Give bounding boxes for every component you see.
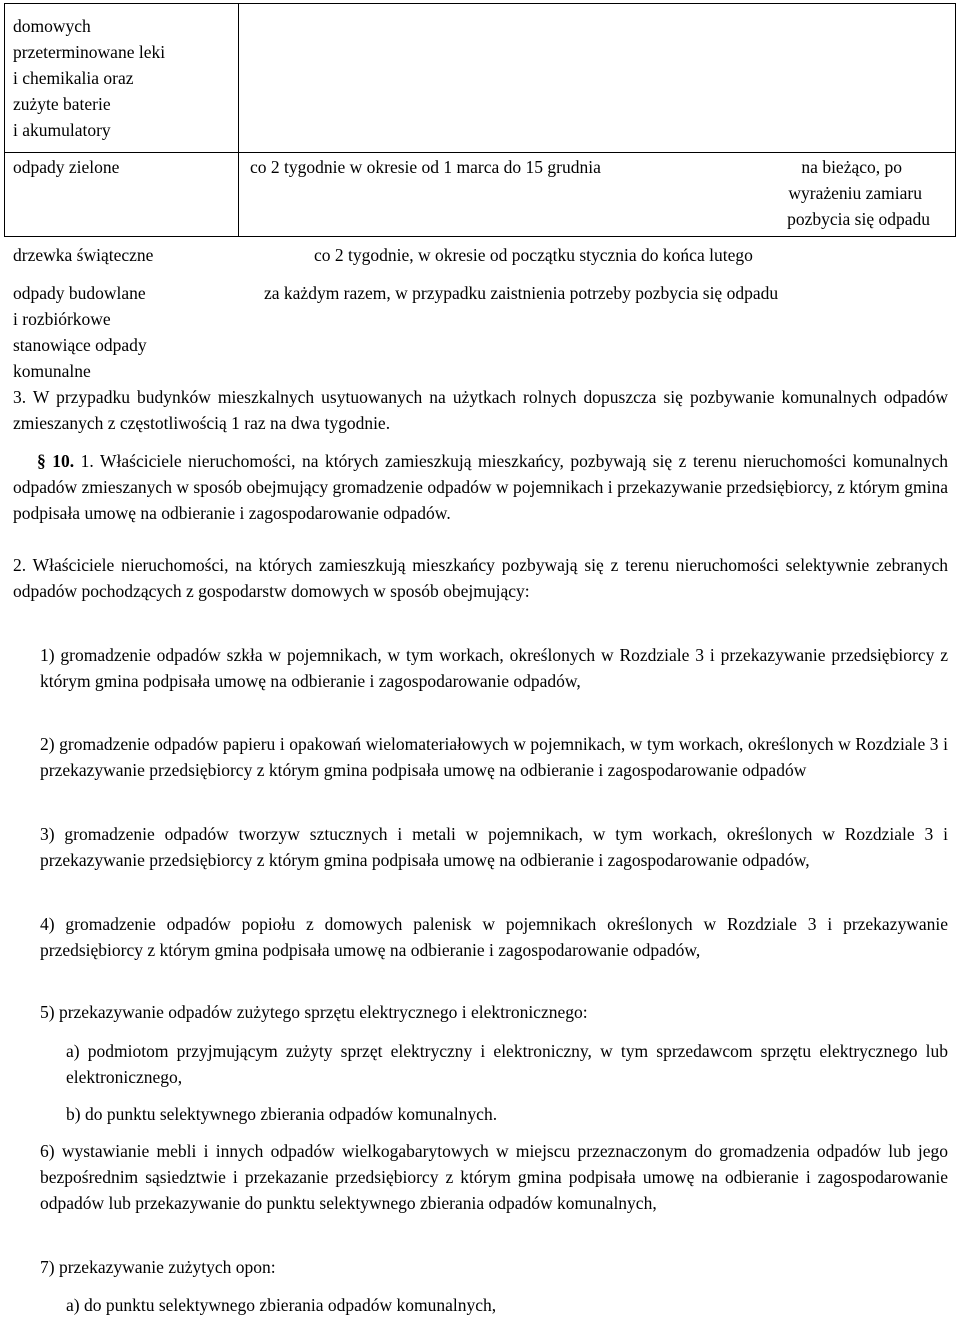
list-item-text: 7) przekazywanie zużytych opon: — [40, 1257, 276, 1277]
list-item — [40, 1138, 948, 1216]
list-item — [40, 821, 948, 873]
table-row-divider — [4, 152, 956, 153]
table-column-divider — [238, 3, 239, 236]
table-right-border — [955, 3, 956, 236]
cell-line: wyrażeniu zamiaru — [788, 183, 922, 203]
list-item-text: 4) gromadzenie odpadów popiołu z domowych palenisk w pojemnikach określonych w Rozdziale 3 i przekazywanie przedsiębiorcy z którym gmina podpisała umowę na odbieranie i zagospodarowanie odpadów, — [40, 914, 948, 960]
sub-list-item — [66, 1292, 948, 1318]
table-cell-waste-type — [13, 13, 235, 143]
sub-list-item-text: a) do punktu selektywnego zbierania odpadów komunalnych, — [66, 1295, 497, 1315]
list-item-text: 5) przekazywanie odpadów zużytego sprzętu elektrycznego i elektronicznego: — [40, 1002, 588, 1022]
sub-list-item-text: b) do punktu selektywnego zbierania odpadów komunalnych. — [66, 1104, 498, 1124]
table-cell-frequency — [264, 280, 944, 306]
cell-line: i rozbiórkowe — [13, 309, 111, 329]
paragraph-body: Właściciele nieruchomości, na których zamieszkują mieszkańcy, pozbywają się z terenu nieruchomości komunalnych odpadów zmieszanych w sposób obejmujący gromadzenie odpadów w pojemnikach i przekazywanie przedsiębiorcy, z którym gmina podpisała umowę na odbieranie i zagospodarowanie odpadów. — [13, 451, 948, 523]
table-cell-frequency — [314, 242, 914, 268]
table-cell-waste-type — [13, 242, 235, 268]
cell-line: pozbycia się odpadu — [787, 209, 930, 229]
table-left-border — [4, 3, 5, 236]
paragraph-text — [13, 448, 948, 526]
cell-line: na bieżąco, po — [801, 157, 902, 177]
list-item-text: 3) gromadzenie odpadów tworzyw sztucznych i metali w pojemnikach, w tym workach, określonych w Rozdziale 3 i przekazywanie przedsiębiorcy z którym gmina podpisała umowę na odbieranie i zagospodarowanie odpadów, — [40, 824, 948, 870]
cell-line: i akumulatory — [13, 120, 111, 140]
list-item — [40, 731, 948, 783]
table-row-divider — [4, 236, 956, 237]
paragraph-text: 2. Właściciele nieruchomości, na których zamieszkują mieszkańcy pozbywają się z terenu nieruchomości selektywnie zebranych odpadów pochodzących z gospodarstw domowych w sposób obejmujący: — [13, 555, 948, 601]
list-item — [40, 1254, 948, 1280]
sub-list-item — [66, 1038, 948, 1090]
list-item — [40, 999, 948, 1025]
paragraph-3 — [13, 384, 948, 436]
cell-line: zużyte baterie — [13, 94, 111, 114]
table-cell-frequency — [250, 154, 720, 180]
section-10-paragraph-1 — [13, 448, 948, 526]
cell-line: i chemikalia oraz — [13, 68, 134, 88]
sub-list-item — [66, 1101, 948, 1127]
table-cell-waste-type — [13, 154, 235, 180]
list-item-text: 6) wystawianie mebli i innych odpadów wielkogabarytowych w miejscu przeznaczonym do gromadzenia odpadów lub jego bezpośrednim sąsiedztwie i przekazanie przedsiębiorcy z którym gmina podpisała umowę na odbieranie i zagospodarowanie odpadów lub przekazywanie do punktu selektywnego zbierania odpadów komunalnych, — [40, 1141, 948, 1213]
cell-line: stanowiące odpady — [13, 335, 147, 355]
sub-list-item-text: a) podmiotom przyjmującym zużyty sprzęt elektryczny i elektroniczny, w tym sprzedawcom sprzętu elektrycznego lub elektronicznego, — [66, 1041, 948, 1087]
table-cell-waste-type — [13, 280, 235, 384]
cell-line: co 2 tygodnie, w okresie od początku stycznia do końca lutego — [314, 245, 753, 265]
cell-line: odpady budowlane — [13, 283, 146, 303]
cell-line: domowych — [13, 16, 91, 36]
paragraph-number: 1. — [80, 451, 94, 471]
list-item-text: 1) gromadzenie odpadów szkła w pojemnikach, w tym workach, określonych w Rozdziale 3 i przekazywanie przedsiębiorcy z którym gmina podpisała umowę na odbieranie i zagospodarowanie odpadów, — [40, 645, 948, 691]
cell-line: przeterminowane leki — [13, 42, 166, 62]
cell-line: odpady zielone — [13, 157, 120, 177]
table-cell-frequency-alt — [700, 154, 930, 232]
cell-line: co 2 tygodnie w okresie od 1 marca do 15 grudnia — [250, 157, 601, 177]
list-item — [40, 911, 948, 963]
table-top-border — [4, 3, 956, 4]
list-item-text: 2) gromadzenie odpadów papieru i opakowań wielomateriałowych w pojemnikach, w tym workach, określonych w Rozdziale 3 i przekazywanie przedsiębiorcy z którym gmina podpisała umowę na odbieranie i zagospodarowanie odpadów — [40, 734, 948, 780]
section-10-paragraph-2 — [13, 552, 948, 604]
list-item — [40, 642, 948, 694]
cell-line: drzewka świąteczne — [13, 245, 154, 265]
paragraph-text: 3. W przypadku budynków mieszkalnych usytuowanych na użytkach rolnych dopuszcza się pozbywanie komunalnych odpadów zmieszanych z częstotliwością 1 raz na dwa tygodnie. — [13, 387, 948, 433]
cell-line: za każdym razem, w przypadku zaistnienia potrzeby pozbycia się odpadu — [264, 283, 779, 303]
cell-line: komunalne — [13, 361, 91, 381]
section-mark: § 10. — [37, 451, 75, 471]
